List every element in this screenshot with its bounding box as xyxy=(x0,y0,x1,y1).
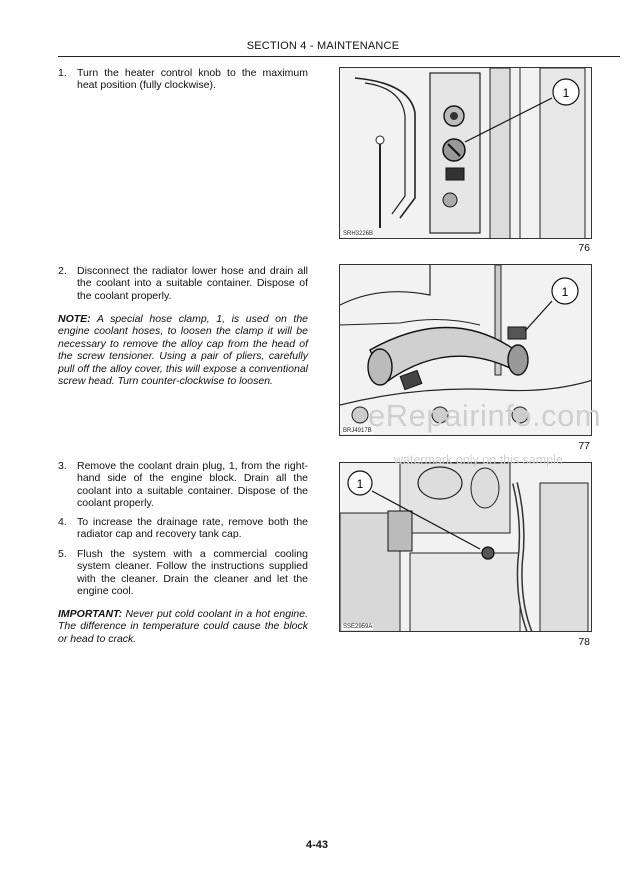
note-label: NOTE: xyxy=(58,313,91,325)
figure-76 xyxy=(339,67,592,239)
step-3 xyxy=(58,460,308,510)
section-header: SECTION 4 - MAINTENANCE xyxy=(246,40,400,52)
important-paragraph xyxy=(58,608,308,645)
note-text: A special hose clamp, 1, is used on the engine coolant hoses, to loosen the clamp it will be necessary to remove the alloy cap from the head of the screw tensioner. Using a pair of pliers, carefully pull off the alloy cover, this will expose a conventional screw head. Turn counter-clockwise to loosen. xyxy=(58,313,308,388)
important-text: Never put cold coolant in a hot engine. The difference in temperature could cause the block or head to crack. xyxy=(58,608,308,645)
figure-number: 76 xyxy=(578,242,590,254)
step-number: 3. xyxy=(58,460,67,472)
callout-1: 1 xyxy=(356,477,364,491)
step-4 xyxy=(58,516,308,541)
header-rule xyxy=(58,56,620,57)
figure-78 xyxy=(339,462,592,632)
figure-code: BRJ4917B xyxy=(343,428,372,434)
step-5 xyxy=(58,548,308,598)
drain-plug-illustration xyxy=(340,463,592,632)
step-text: Disconnect the radiator lower hose and drain all the coolant into a suitable container. Dispose of the coolant properly. xyxy=(77,265,308,302)
callout-1: 1 xyxy=(562,86,570,100)
figure-number: 78 xyxy=(578,636,590,648)
important-label: IMPORTANT: xyxy=(58,608,123,620)
step-text: Remove the coolant drain plug, 1, from the right-hand side of the engine block. Drain all the coolant into a suitable container. Dispose of the coolant properly. xyxy=(77,460,308,510)
step-number: 4. xyxy=(58,516,67,528)
watermark-brand: eRepairinfo.com xyxy=(368,398,602,433)
step-number: 2. xyxy=(58,265,67,277)
note-paragraph xyxy=(58,313,308,387)
callout-1: 1 xyxy=(561,285,569,299)
step-number: 5. xyxy=(58,548,67,560)
step-text: To increase the drainage rate, remove both the radiator cap and recovery tank cap. xyxy=(77,516,308,541)
figure-code: SSE2959A xyxy=(343,624,373,630)
heater-control-illustration xyxy=(340,68,592,239)
watermark-note: watermark only on this sample xyxy=(394,453,563,467)
step-text: Turn the heater control knob to the maximum heat position (fully clockwise). xyxy=(77,67,308,92)
step-number: 1. xyxy=(58,67,67,79)
step-text: Flush the system with a commercial cooling system cleaner. Follow the instructions supplied with the cleaner. Drain the cleaner and let the engine cool. xyxy=(77,548,308,598)
figure-code: SRH3226B xyxy=(343,231,374,237)
step-1 xyxy=(58,67,308,92)
page-number: 4-43 xyxy=(306,839,329,851)
step-2 xyxy=(58,265,308,302)
figure-number: 77 xyxy=(578,440,590,452)
